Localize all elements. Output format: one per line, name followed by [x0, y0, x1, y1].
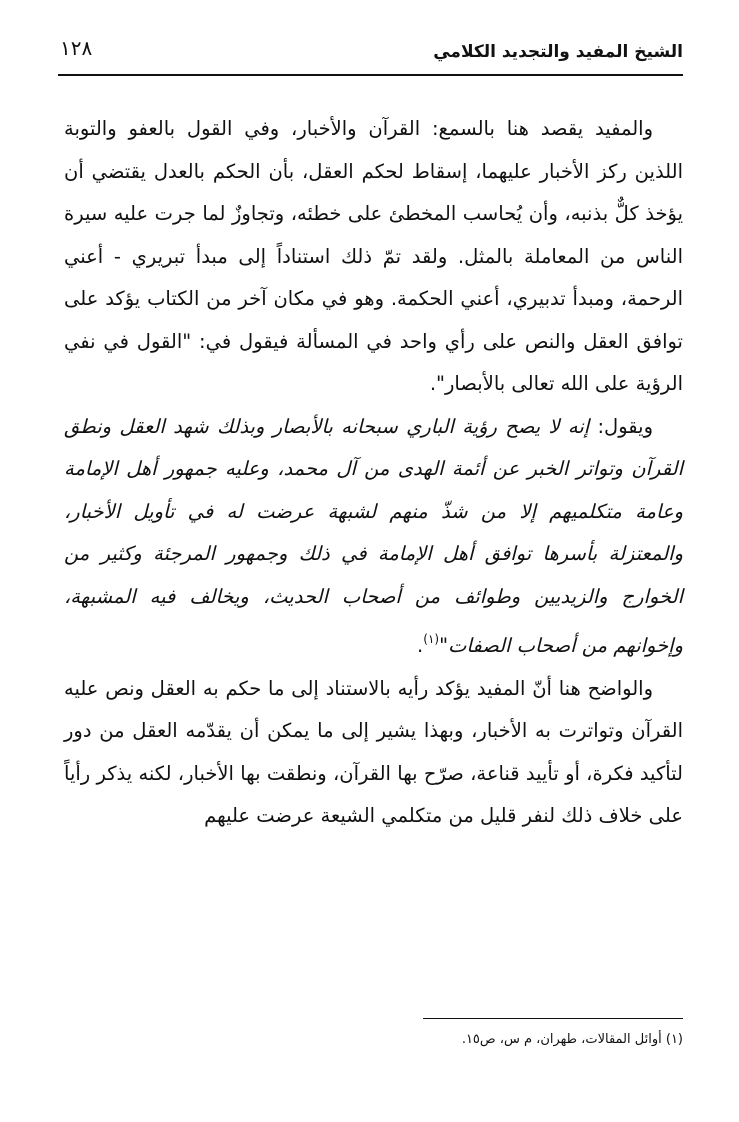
paragraph-2	[64, 406, 683, 668]
body-text	[64, 108, 683, 838]
page-number: ١٢٨	[60, 36, 93, 60]
footnote-ref: (١)	[423, 632, 440, 646]
footnote: (١) أوائل المقالات، طهران، م س، ص١٥.	[461, 1032, 683, 1047]
paragraph-3: والواضح هنا أنّ المفيد يؤكد رأيه بالاستناد إلى ما حكم به العقل ونص عليه القرآن وتواترت به الأخبار، وبهذا يشير إلى ما يمكن أن يقدّمه العقل من دور لتأكيد فكرة، أو تأييد قناعة، صرّح بها القرآن، ونطقت بها الأخبار، لكنه يذكر رأياً على خلاف ذلك لنفر قليل من متكلمي الشيعة عرضت عليهم	[64, 676, 683, 827]
header-rule	[58, 74, 683, 76]
page-header	[60, 36, 683, 70]
quote-end: .	[417, 634, 424, 657]
footnote-rule	[423, 1018, 683, 1019]
quoted-passage: إنه لا يصح رؤية الباري سبحانه بالأبصار وبذلك شهد العقل ونطق القرآن وتواتر الخبر عن أئمة الهدى من آل محمد، وعليه جمهور أهل الإمامة وعامة متكلميهم إلا من شذّ منهم لشبهة عرضت له في تأويل الأخبار، والمعتزلة بأسرها توافق أهل الإمامة في ذلك وجمهور المرجئة وكثير من الخوارج والزيديين وطوائف من أصحاب الحديث، ويخالف فيه المشبهة، وإخوانهم من أصحاب الصفات"	[64, 414, 683, 657]
quote-lead: ويقول:	[589, 414, 653, 438]
running-title: الشيخ المفيد والتجديد الكلامي	[433, 42, 683, 62]
paragraph-1: والمفيد يقصد هنا بالسمع: القرآن والأخبار، وفي القول بالعفو والتوبة اللذين ركز الأخبار عليهما، إسقاط لحكم العقل، بأن الحكم بالعدل يقتضي أن يؤخذ كلٌّ بذنبه، وأن يُحاسب المخطئ على خطئه، وتجاوزٌ لما جرت عليه سيرة الناس من المعاملة بالمثل. ولقد تمّ ذلك استناداً إلى مبدأ تبريري - أعني الرحمة، ومبدأ تدبيري، أعني الحكمة. وهو في مكان آخر من الكتاب يؤكد على توافق العقل والنص على رأي واحد في المسألة فيقول في: "القول في نفي الرؤية على الله تعالى بالأبصار".	[64, 117, 683, 395]
